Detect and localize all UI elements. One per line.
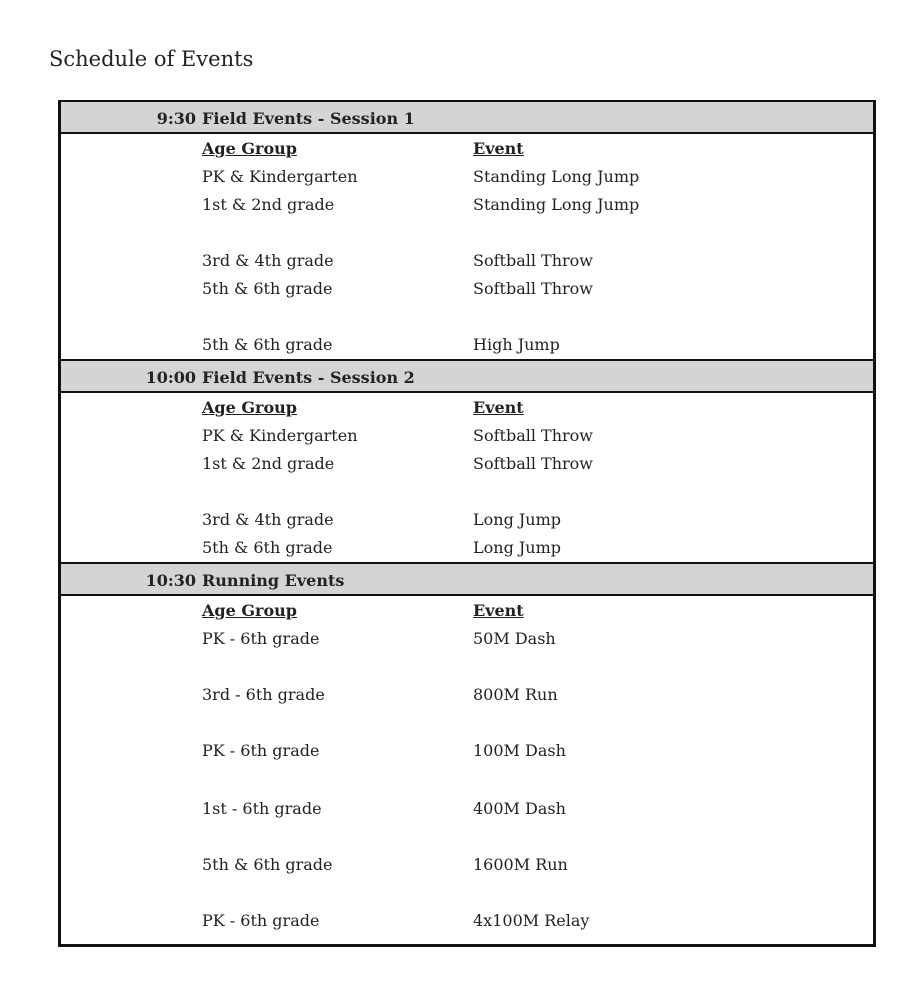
age-group-cell: 3rd & 4th grade: [202, 510, 334, 529]
event-cell: 800M Run: [473, 685, 558, 704]
event-cell: Standing Long Jump: [473, 195, 640, 214]
event-cell: 1600M Run: [473, 855, 568, 874]
age-group-header: Age Group: [202, 398, 297, 417]
event-cell: High Jump: [473, 335, 560, 354]
age-group-header: Age Group: [202, 601, 297, 620]
table-row: [61, 906, 873, 944]
schedule-table: [58, 100, 876, 947]
section-header: [61, 359, 873, 393]
event-cell: Softball Throw: [473, 279, 593, 298]
event-cell: Standing Long Jump: [473, 167, 640, 186]
table-row: [61, 850, 873, 878]
age-group-cell: 5th & 6th grade: [202, 855, 333, 874]
event-cell: Long Jump: [473, 538, 562, 557]
table-row: [61, 421, 873, 449]
table-row: [61, 162, 873, 190]
page-title: Schedule of Events: [49, 47, 254, 71]
table-row: [61, 794, 873, 822]
age-group-cell: 5th & 6th grade: [202, 279, 333, 298]
column-header-row: [61, 393, 873, 421]
section-time: 9:30: [156, 109, 196, 128]
event-header: Event: [473, 601, 524, 620]
table-row: [61, 274, 873, 302]
section-time: 10:30: [145, 571, 196, 590]
event-cell: 400M Dash: [473, 799, 566, 818]
age-group-cell: 1st - 6th grade: [202, 799, 322, 818]
event-cell: Softball Throw: [473, 251, 593, 270]
section-title: Field Events - Session 2: [202, 368, 415, 387]
event-cell: Softball Throw: [473, 454, 593, 473]
event-header: Event: [473, 398, 524, 417]
table-row: [61, 449, 873, 477]
age-group-cell: 1st & 2nd grade: [202, 454, 335, 473]
table-row: [61, 246, 873, 274]
section-title: Field Events - Session 1: [202, 109, 415, 128]
table-row: [61, 533, 873, 562]
age-group-cell: 1st & 2nd grade: [202, 195, 335, 214]
age-group-cell: 5th & 6th grade: [202, 538, 333, 557]
column-header-row: [61, 134, 873, 162]
table-row: [61, 736, 873, 764]
section-header: [61, 562, 873, 596]
age-group-header: Age Group: [202, 139, 297, 158]
event-cell: Softball Throw: [473, 426, 593, 445]
column-header-row: [61, 596, 873, 624]
age-group-cell: PK - 6th grade: [202, 741, 320, 760]
section-title: Running Events: [202, 571, 345, 590]
age-group-cell: 3rd & 4th grade: [202, 251, 334, 270]
table-row: [61, 505, 873, 533]
event-header: Event: [473, 139, 524, 158]
event-cell: Long Jump: [473, 510, 562, 529]
table-row: [61, 624, 873, 652]
event-cell: 4x100M Relay: [473, 911, 590, 930]
age-group-cell: PK & Kindergarten: [202, 167, 358, 186]
age-group-cell: PK & Kindergarten: [202, 426, 358, 445]
age-group-cell: PK - 6th grade: [202, 911, 320, 930]
section-time: 10:00: [145, 368, 196, 387]
age-group-cell: 5th & 6th grade: [202, 335, 333, 354]
table-row: [61, 330, 873, 359]
event-cell: 100M Dash: [473, 741, 566, 760]
section-header: [61, 102, 873, 134]
age-group-cell: PK - 6th grade: [202, 629, 320, 648]
age-group-cell: 3rd - 6th grade: [202, 685, 325, 704]
event-cell: 50M Dash: [473, 629, 556, 648]
table-row: [61, 680, 873, 708]
table-row: [61, 190, 873, 218]
